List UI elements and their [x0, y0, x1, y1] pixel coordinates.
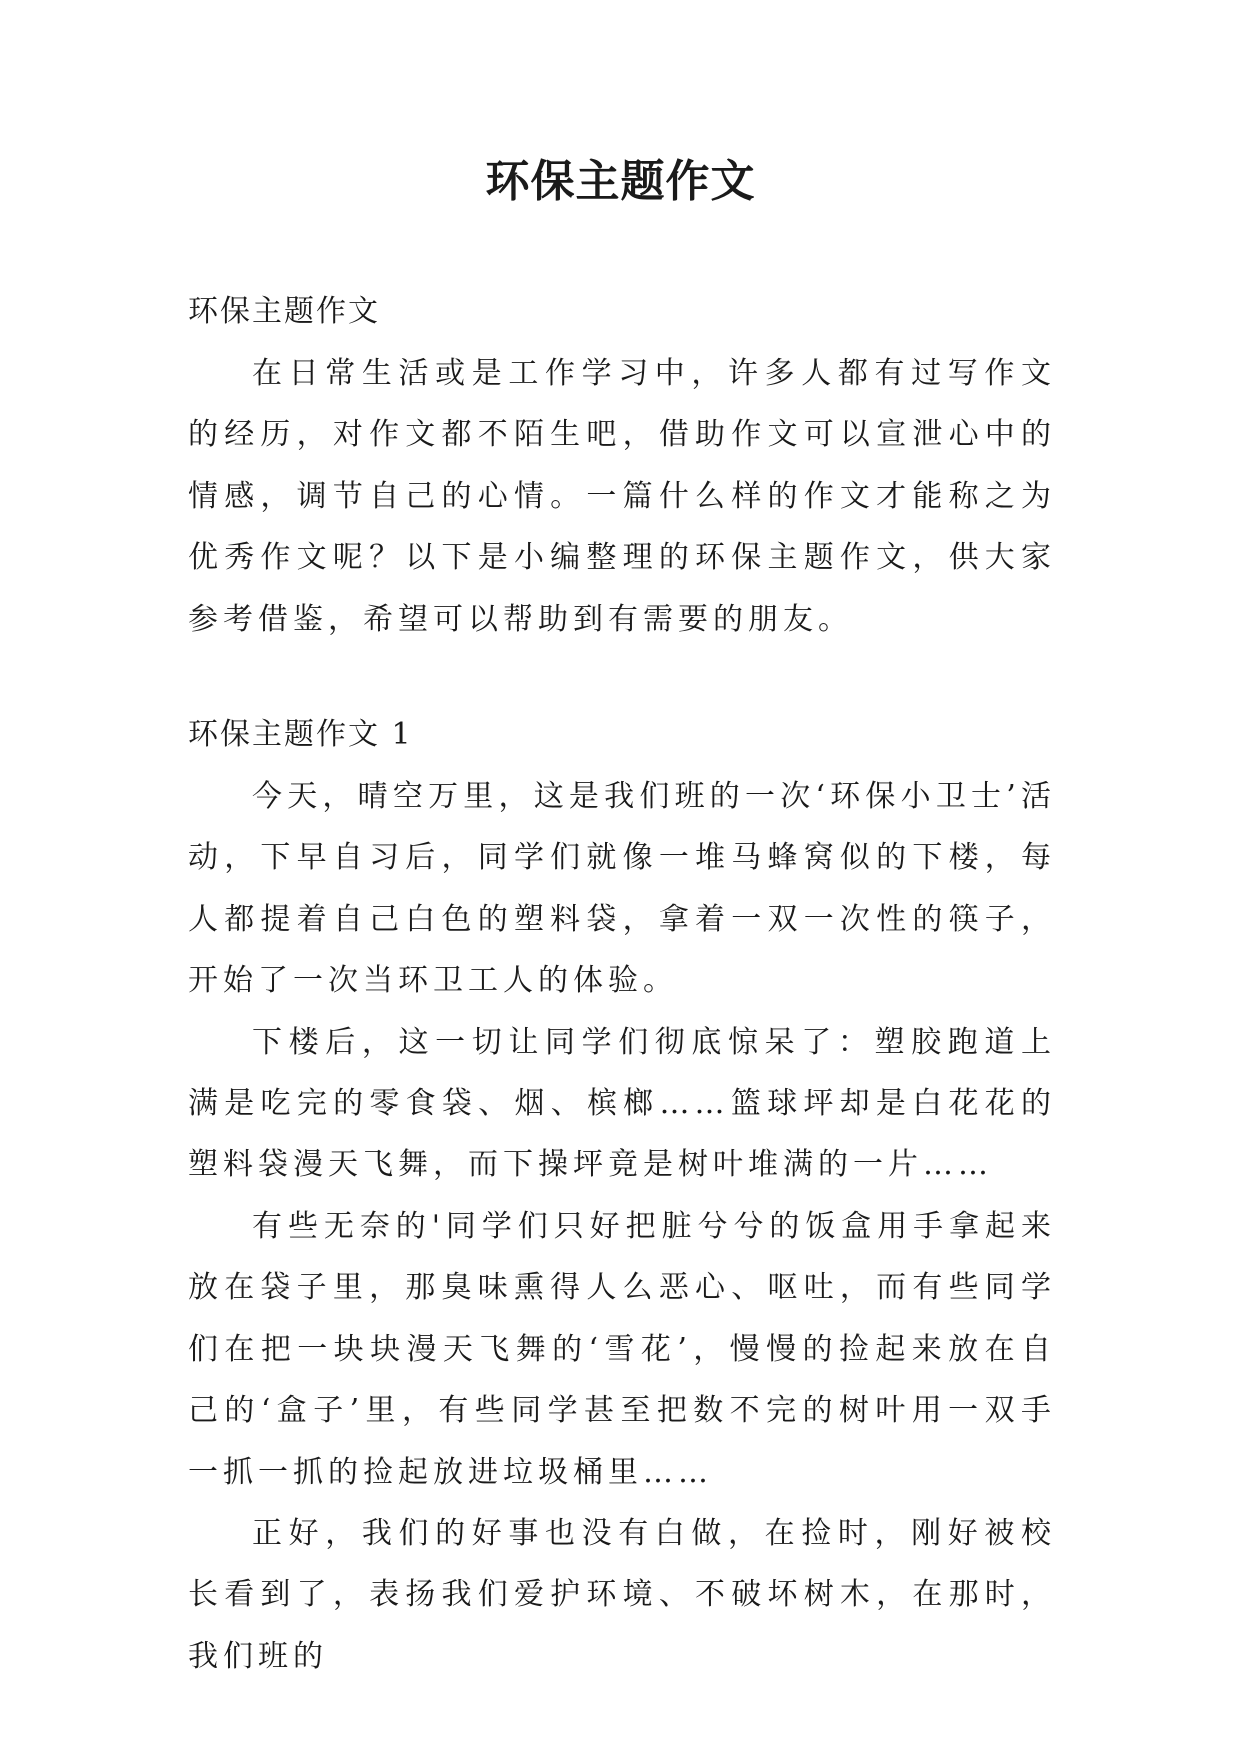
section-1-paragraph: 有些无奈的'同学们只好把脏兮兮的饭盒用手拿起来放在袋子里，那臭味熏得人么恶心、呕吐，而有些同学们在把一块块漫天飞舞的‘雪花’，慢慢的捡起来放在自己的‘盒子’里，有些同学甚至把数不完的树叶用一双手一抓一抓的捡起放进垃圾桶里……: [188, 1208, 1056, 1490]
section-1-paragraph: 今天，晴空万里，这是我们班的一次‘环保小卫士’活动，下早自习后，同学们就像一堆马蜂窝似的下楼，每人都提着自己白色的塑料袋，拿着一双一次性的筷子，开始了一次当环卫工人的体验。: [188, 779, 1056, 999]
document-title: 环保主题作文: [485, 156, 756, 207]
section-1-paragraph: 下楼后，这一切让同学们彻底惊呆了：塑胶跑道上满是吃完的零食袋、烟、槟榔……篮球坪却是白花花的塑料袋漫天飞舞，而下操坪竟是树叶堆满的一片……: [188, 1024, 1056, 1183]
section-1-heading: 环保主题作文 1: [188, 717, 413, 753]
document-body: [188, 281, 1056, 1687]
section-spacer: [188, 650, 1056, 704]
intro-paragraph: 在日常生活或是工作学习中，许多人都有过写作文的经历，对作文都不陌生吧，借助作文可以宣泄心中的情感，调节自己的心情。一篇什么样的作文才能称之为优秀作文呢？以下是小编整理的环保主题作文，供大家参考借鉴，希望可以帮助到有需要的朋友。: [188, 356, 1056, 637]
section-1-paragraph: 正好，我们的好事也没有白做，在捡时，刚好被校长看到了，表扬我们爱护环境、不破坏树木，在那时，我们班的: [188, 1515, 1056, 1674]
intro-heading: 环保主题作文: [188, 294, 380, 329]
